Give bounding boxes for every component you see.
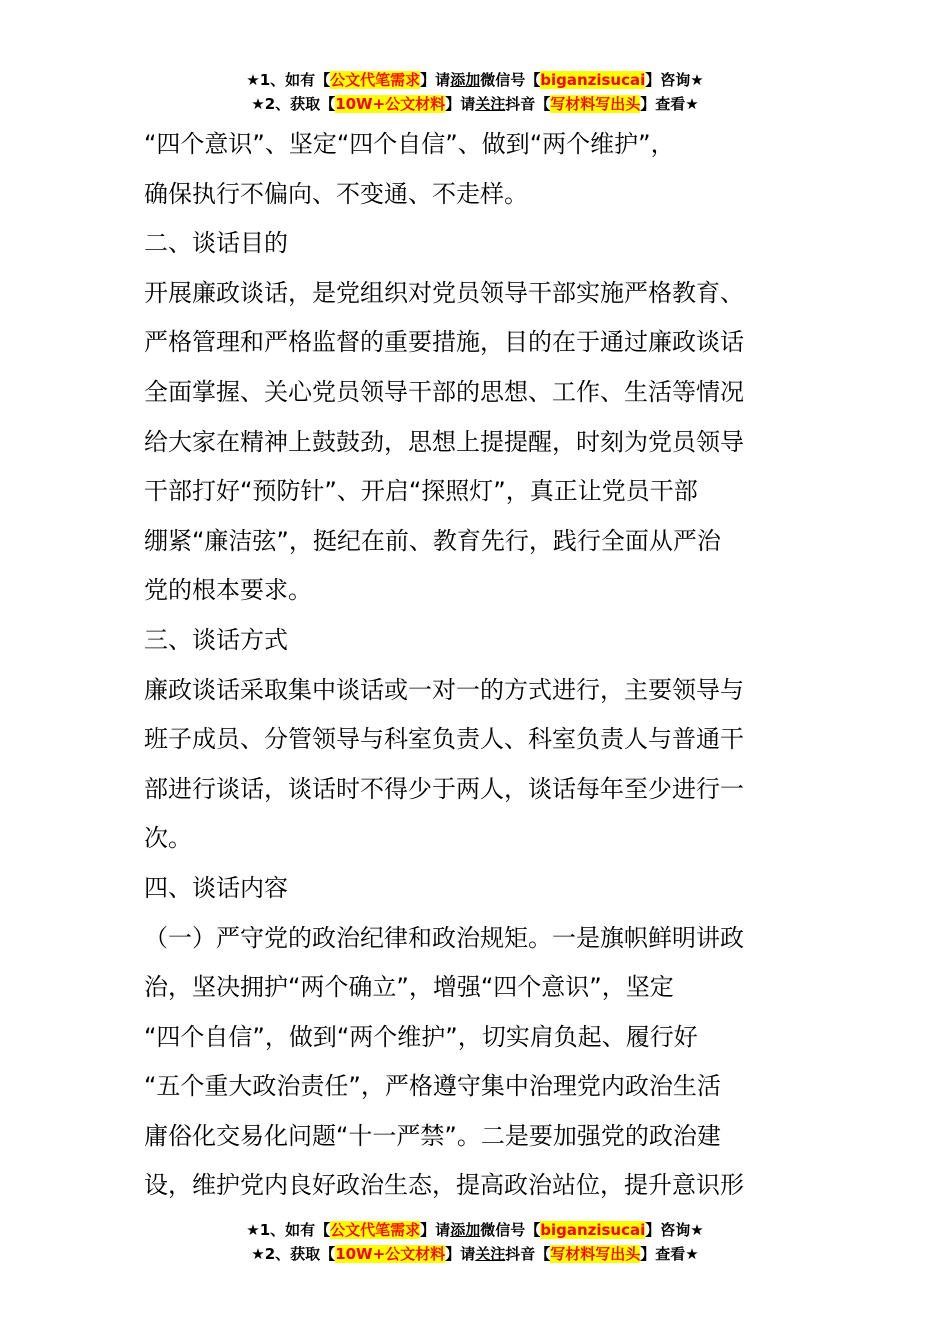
text-line: 确保执行不偏向、不变通、不走样。 bbox=[144, 179, 528, 208]
banner-line-2 bbox=[0, 92, 950, 116]
section-heading: 四、谈话内容 bbox=[144, 873, 288, 902]
text-line: 治，坚决拥护“两个确立”，增强“四个意识”，坚定 bbox=[144, 973, 674, 1002]
text-line: 廉政谈话采取集中谈话或一对一的方式进行，主要领导与 bbox=[144, 675, 744, 704]
text-line: 给大家在精神上鼓鼓劲，思想上提提醒，时刻为党员领导 bbox=[144, 427, 744, 456]
banner-highlight: 写材料写出头 bbox=[550, 95, 641, 113]
text-line: 党的根本要求。 bbox=[144, 576, 312, 605]
banner-text: 】查看★ bbox=[640, 1245, 699, 1263]
text-line: 次。 bbox=[144, 824, 192, 853]
banner-text: 微信号【 bbox=[480, 71, 541, 89]
banner-text: 】请 bbox=[420, 1221, 451, 1239]
footer-banner bbox=[0, 1218, 950, 1266]
text-line: 班子成员、分管领导与科室负责人、科室负责人与普通干 bbox=[144, 725, 744, 754]
banner-text: 】请 bbox=[445, 1245, 476, 1263]
text-line: 部进行谈话，谈话时不得少于两人，谈话每年至少进行一 bbox=[144, 774, 744, 803]
document-body bbox=[144, 120, 814, 1211]
banner-highlight: 公文代笔需求 bbox=[330, 1221, 421, 1239]
text-line: “四个意识”、坚定“四个自信”、做到“两个维护”， bbox=[144, 130, 675, 158]
banner-text: ★1、如有【 bbox=[246, 1221, 331, 1239]
banner-underlined: 添加 bbox=[450, 1221, 481, 1239]
banner-text: 微信号【 bbox=[480, 1221, 541, 1239]
banner-highlight: 10W+公文材料 bbox=[335, 95, 446, 113]
text-line: 绷紧“廉洁弦”，挺纪在前、教育先行，践行全面从严治 bbox=[144, 526, 721, 555]
banner-highlight: biganzisucai bbox=[540, 71, 646, 89]
banner-text: ★1、如有【 bbox=[246, 71, 331, 89]
banner-line-1 bbox=[0, 1218, 950, 1242]
text-line: 全面掌握、关心党员领导干部的思想、工作、生活等情况 bbox=[144, 377, 744, 406]
banner-text: 】咨询★ bbox=[645, 1221, 704, 1239]
section-heading: 三、谈话方式 bbox=[144, 625, 288, 654]
banner-text: 】查看★ bbox=[640, 95, 699, 113]
banner-highlight: 公文代笔需求 bbox=[330, 71, 421, 89]
text-line: 设，维护党内良好政治生态，提高政治站位，提升意识形 bbox=[144, 1171, 744, 1200]
text-line: 干部打好“预防针”、开启“探照灯”，真正让党员干部 bbox=[144, 477, 698, 506]
text-line: “五个重大政治责任”，严格遵守集中治理党内政治生活 bbox=[144, 1072, 721, 1101]
text-line: 开展廉政谈话，是党组织对党员领导干部实施严格教育、 bbox=[144, 278, 744, 307]
banner-text: 】咨询★ bbox=[645, 71, 704, 89]
text-line: （一）严守党的政治纪律和政治规矩。一是旗帜鲜明讲政 bbox=[144, 923, 744, 952]
banner-line-1 bbox=[0, 68, 950, 92]
section-heading: 二、谈话目的 bbox=[144, 229, 288, 258]
banner-text: ★2、获取【 bbox=[251, 95, 336, 113]
banner-text: ★2、获取【 bbox=[251, 1245, 336, 1263]
text-line: 严格管理和严格监督的重要措施，目的在于通过廉政谈话 bbox=[144, 328, 744, 357]
banner-underlined: 关注 bbox=[475, 95, 506, 113]
banner-text: 抖音【 bbox=[505, 1245, 551, 1263]
text-line: 庸俗化交易化问题“十一严禁”。二是要加强党的政治建 bbox=[144, 1121, 721, 1150]
banner-underlined: 关注 bbox=[475, 1245, 506, 1263]
banner-highlight: 写材料写出头 bbox=[550, 1245, 641, 1263]
banner-highlight: biganzisucai bbox=[540, 1221, 646, 1239]
banner-highlight: 10W+公文材料 bbox=[335, 1245, 446, 1263]
text-line: “四个自信”，做到“两个维护”，切实肩负起、履行好 bbox=[144, 1022, 698, 1051]
banner-line-2 bbox=[0, 1242, 950, 1266]
banner-text: 】请 bbox=[445, 95, 476, 113]
banner-text: 抖音【 bbox=[505, 95, 551, 113]
header-banner bbox=[0, 68, 950, 116]
banner-underlined: 添加 bbox=[450, 71, 481, 89]
banner-text: 】请 bbox=[420, 71, 451, 89]
